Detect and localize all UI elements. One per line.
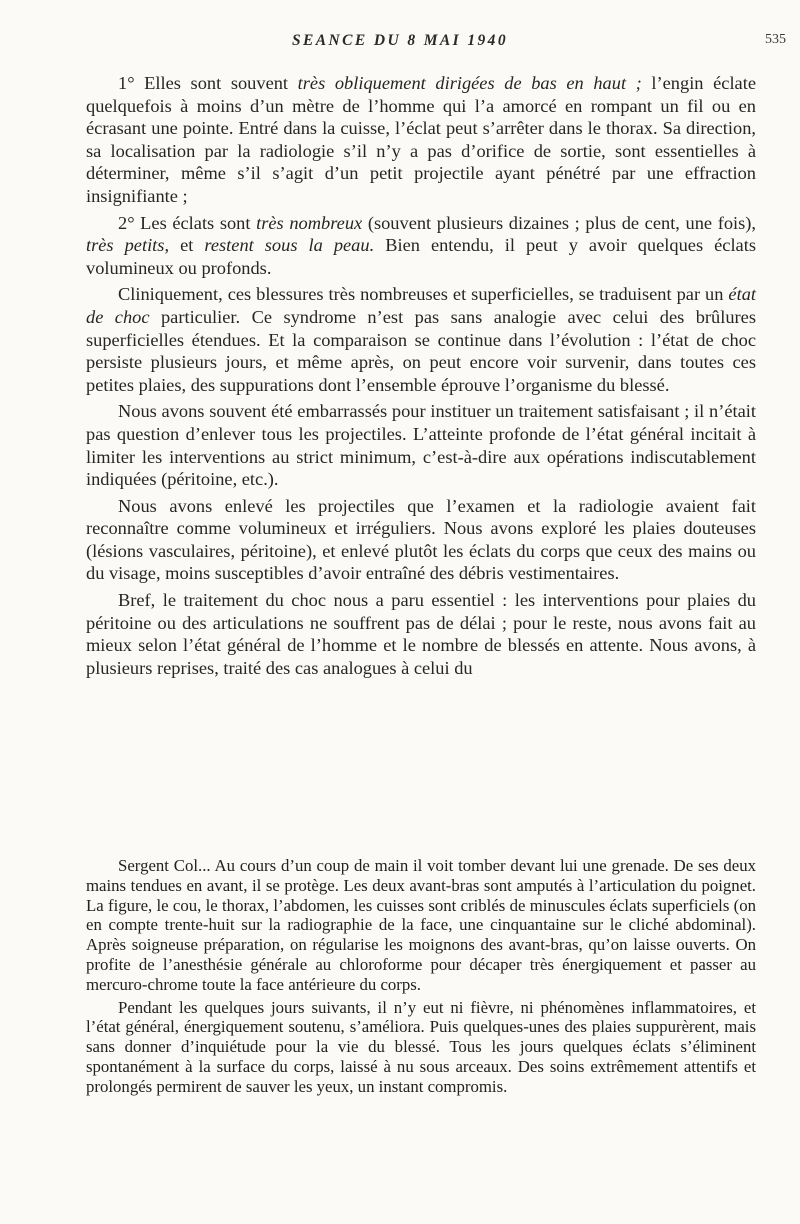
paragraph-2 [86, 212, 756, 280]
page-number: 535 [765, 32, 786, 47]
paragraph-3-emphasis: état de choc [86, 284, 756, 327]
case-paragraph-2: Pendant les quelques jours suivants, il n’y eut ni fièvre, ni phénomènes inflammatoires, et l’état général, énergiquement soutenu, s’améliora. Puis quelques-unes des plaies suppurèrent, mais sans donner d’inquiétude pour la vie du blessé. Tous les jours quelques éclats s’éliminent spontanément à la surface du corps, laissé à nu sous arceaux. Des soins extrêmement attentifs et prolongés permirent de sauver les yeux, un instant compromis. [86, 997, 756, 1096]
paragraph-2-text-c: (souvent plusieurs dizaines ; plus de cent, une fois), [362, 212, 757, 233]
paragraph-5: Nous avons enlevé les projectiles que l’examen et la radiologie avaient fait reconnaître comme volumineux et irréguliers. Nous avons exploré les plaies douteuses (lésions vasculaires, péritoine), et enlevé plutôt les éclats du corps que ceux des mains ou du visage, moins susceptibles d’avoir entraîné des débris vestimentaires. [86, 495, 756, 584]
paragraph-2-emphasis-b: très nombreux [256, 212, 363, 233]
paragraph-1-emphasis: très obliquement dirigées de bas en haut ; [297, 73, 642, 93]
case-report [86, 856, 756, 1097]
paragraph-3-text-a: Cliniquement, ces blessures très nombreuses et superficielles, se traduisent par un [118, 284, 729, 305]
paragraph-2-emphasis-d: très petits [86, 235, 165, 256]
running-header [0, 32, 800, 56]
paragraph-4: Nous avons souvent été embarrassés pour instituer un traitement satisfaisant ; il n’était pas question d’enlever tous les projectiles. L’atteinte profonde de l’état général incitait à limiter les interventions au strict minimum, c’est-à-dire aux opérations indiscutablement indiquées (péritoine, etc.). [86, 401, 756, 490]
paragraph-1-text-a: 1° Elles sont souvent [118, 73, 298, 93]
paragraph-1-text-c: l’engin éclate quelquefois à moins d’un mètre de l’homme qui l’a amorcé en rompant un fil ou en écrasant une pointe. Entré dans la cuisse, l’éclat peut s’arrêter dans le thorax. Sa direction, sa localisation par la radiologie s’il n’y a pas d’orifice de sortie, sont essentielles à déterminer, même s’il s’agit d’un petit projectile ayant pénétré par une effraction insignifiante ; [86, 73, 756, 206]
case-paragraph-1: Sergent Col... Au cours d’un coup de main il voit tomber devant lui une grenade. De ses deux mains tendues en avant, il se protège. Les deux avant-bras sont amputés à l’articulation du poignet. La figure, le cou, le thorax, l’abdomen, les cuisses sont criblés de minuscules éclats superficiels (on en compte trente-huit sur la radiographie de la face, une cinquantaine sur le cliché abdominal). Après soigneuse préparation, on régularise les moignons des avant-bras, qu’on laisse ouverts. On profite de l’anesthésie générale au chloroforme pour décaper très énergiquement et passer au mercuro-chrome toute la face antérieure du corps. [86, 856, 756, 994]
paragraph-3 [86, 283, 756, 396]
paragraph-1 [86, 72, 756, 208]
running-title: SEANCE DU 8 MAI 1940 [292, 32, 508, 49]
paragraph-3-text-c: particulier. Ce syndrome n’est pas sans analogie avec celui des brûlures superficielles étendues. Et la comparaison se continue dans l’évolution : l’état de choc persiste plusieurs jours, et même après, on peut encore voir survenir, dans toutes ces petites plaies, des suppurations dont l’ensemble éprouve l’organisme du blessé. [86, 306, 756, 395]
paragraph-2-text-e: , et [164, 235, 205, 256]
paragraph-2-emphasis-f: restent sous la peau. [204, 235, 375, 256]
paragraph-2-text-a: 2° Les éclats sont [118, 212, 257, 233]
paragraph-2-text-g: Bien entendu, il peut y avoir quelques éclats volumineux ou profonds. [86, 235, 756, 278]
paragraph-6: Bref, le traitement du choc nous a paru essentiel : les interventions pour plaies du péritoine ou des articulations ne souffrent pas de délai ; pour le reste, nous avons fait au mieux selon l’état général de l’homme et le nombre de blessés en attente. Nous avons, à plusieurs reprises, traité des cas analogues à celui du [86, 590, 756, 678]
main-text [86, 72, 756, 679]
